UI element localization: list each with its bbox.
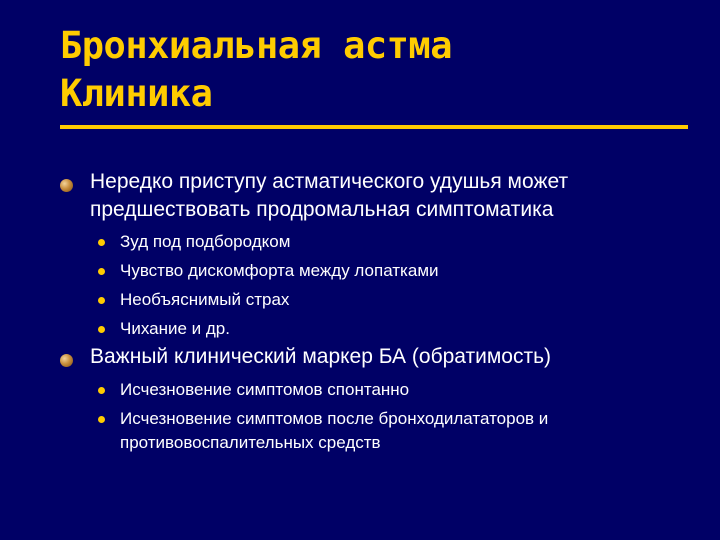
sub-list-2 [120, 378, 660, 455]
sub-item-text: Исчезновение симптомов спонтанно [120, 380, 410, 399]
sub-item-text: Зуд под подбородком [120, 232, 291, 251]
yellow-dot-bullet-icon [98, 268, 105, 275]
title-underline-divider [60, 125, 688, 129]
list-item [120, 256, 660, 285]
slide-title [60, 22, 452, 118]
slide-title-line-2: Клиника [60, 72, 213, 115]
slide-title-line-1: Бронхиальная астма [60, 24, 452, 67]
yellow-dot-bullet-icon [98, 387, 105, 394]
sub-item-text: Чихание и др. [120, 319, 230, 338]
sub-list-1 [120, 227, 660, 343]
bronze-ball-bullet-icon [60, 179, 73, 192]
list-item [120, 314, 660, 343]
yellow-dot-bullet-icon [98, 326, 105, 333]
yellow-dot-bullet-icon [98, 239, 105, 246]
list-item [120, 407, 660, 455]
yellow-dot-bullet-icon [98, 297, 105, 304]
list-item [120, 285, 660, 314]
bronze-ball-bullet-icon [60, 354, 73, 367]
list-item [120, 378, 660, 402]
sub-item-text: Чувство дискомфорта между лопатками [120, 261, 439, 280]
bullet-point-1: Нередко приступу астматического удушья может предшествовать продромальная симптоматика [90, 170, 569, 221]
yellow-dot-bullet-icon [98, 416, 105, 423]
bullet-point-2: Важный клинический маркер БА (обратимость) [90, 345, 552, 368]
sub-item-text: Исчезновение симптомов после бронходилататоров и противовоспалительных средств [120, 409, 549, 452]
list-item [120, 227, 660, 256]
sub-item-text: Необъяснимый страх [120, 290, 290, 309]
